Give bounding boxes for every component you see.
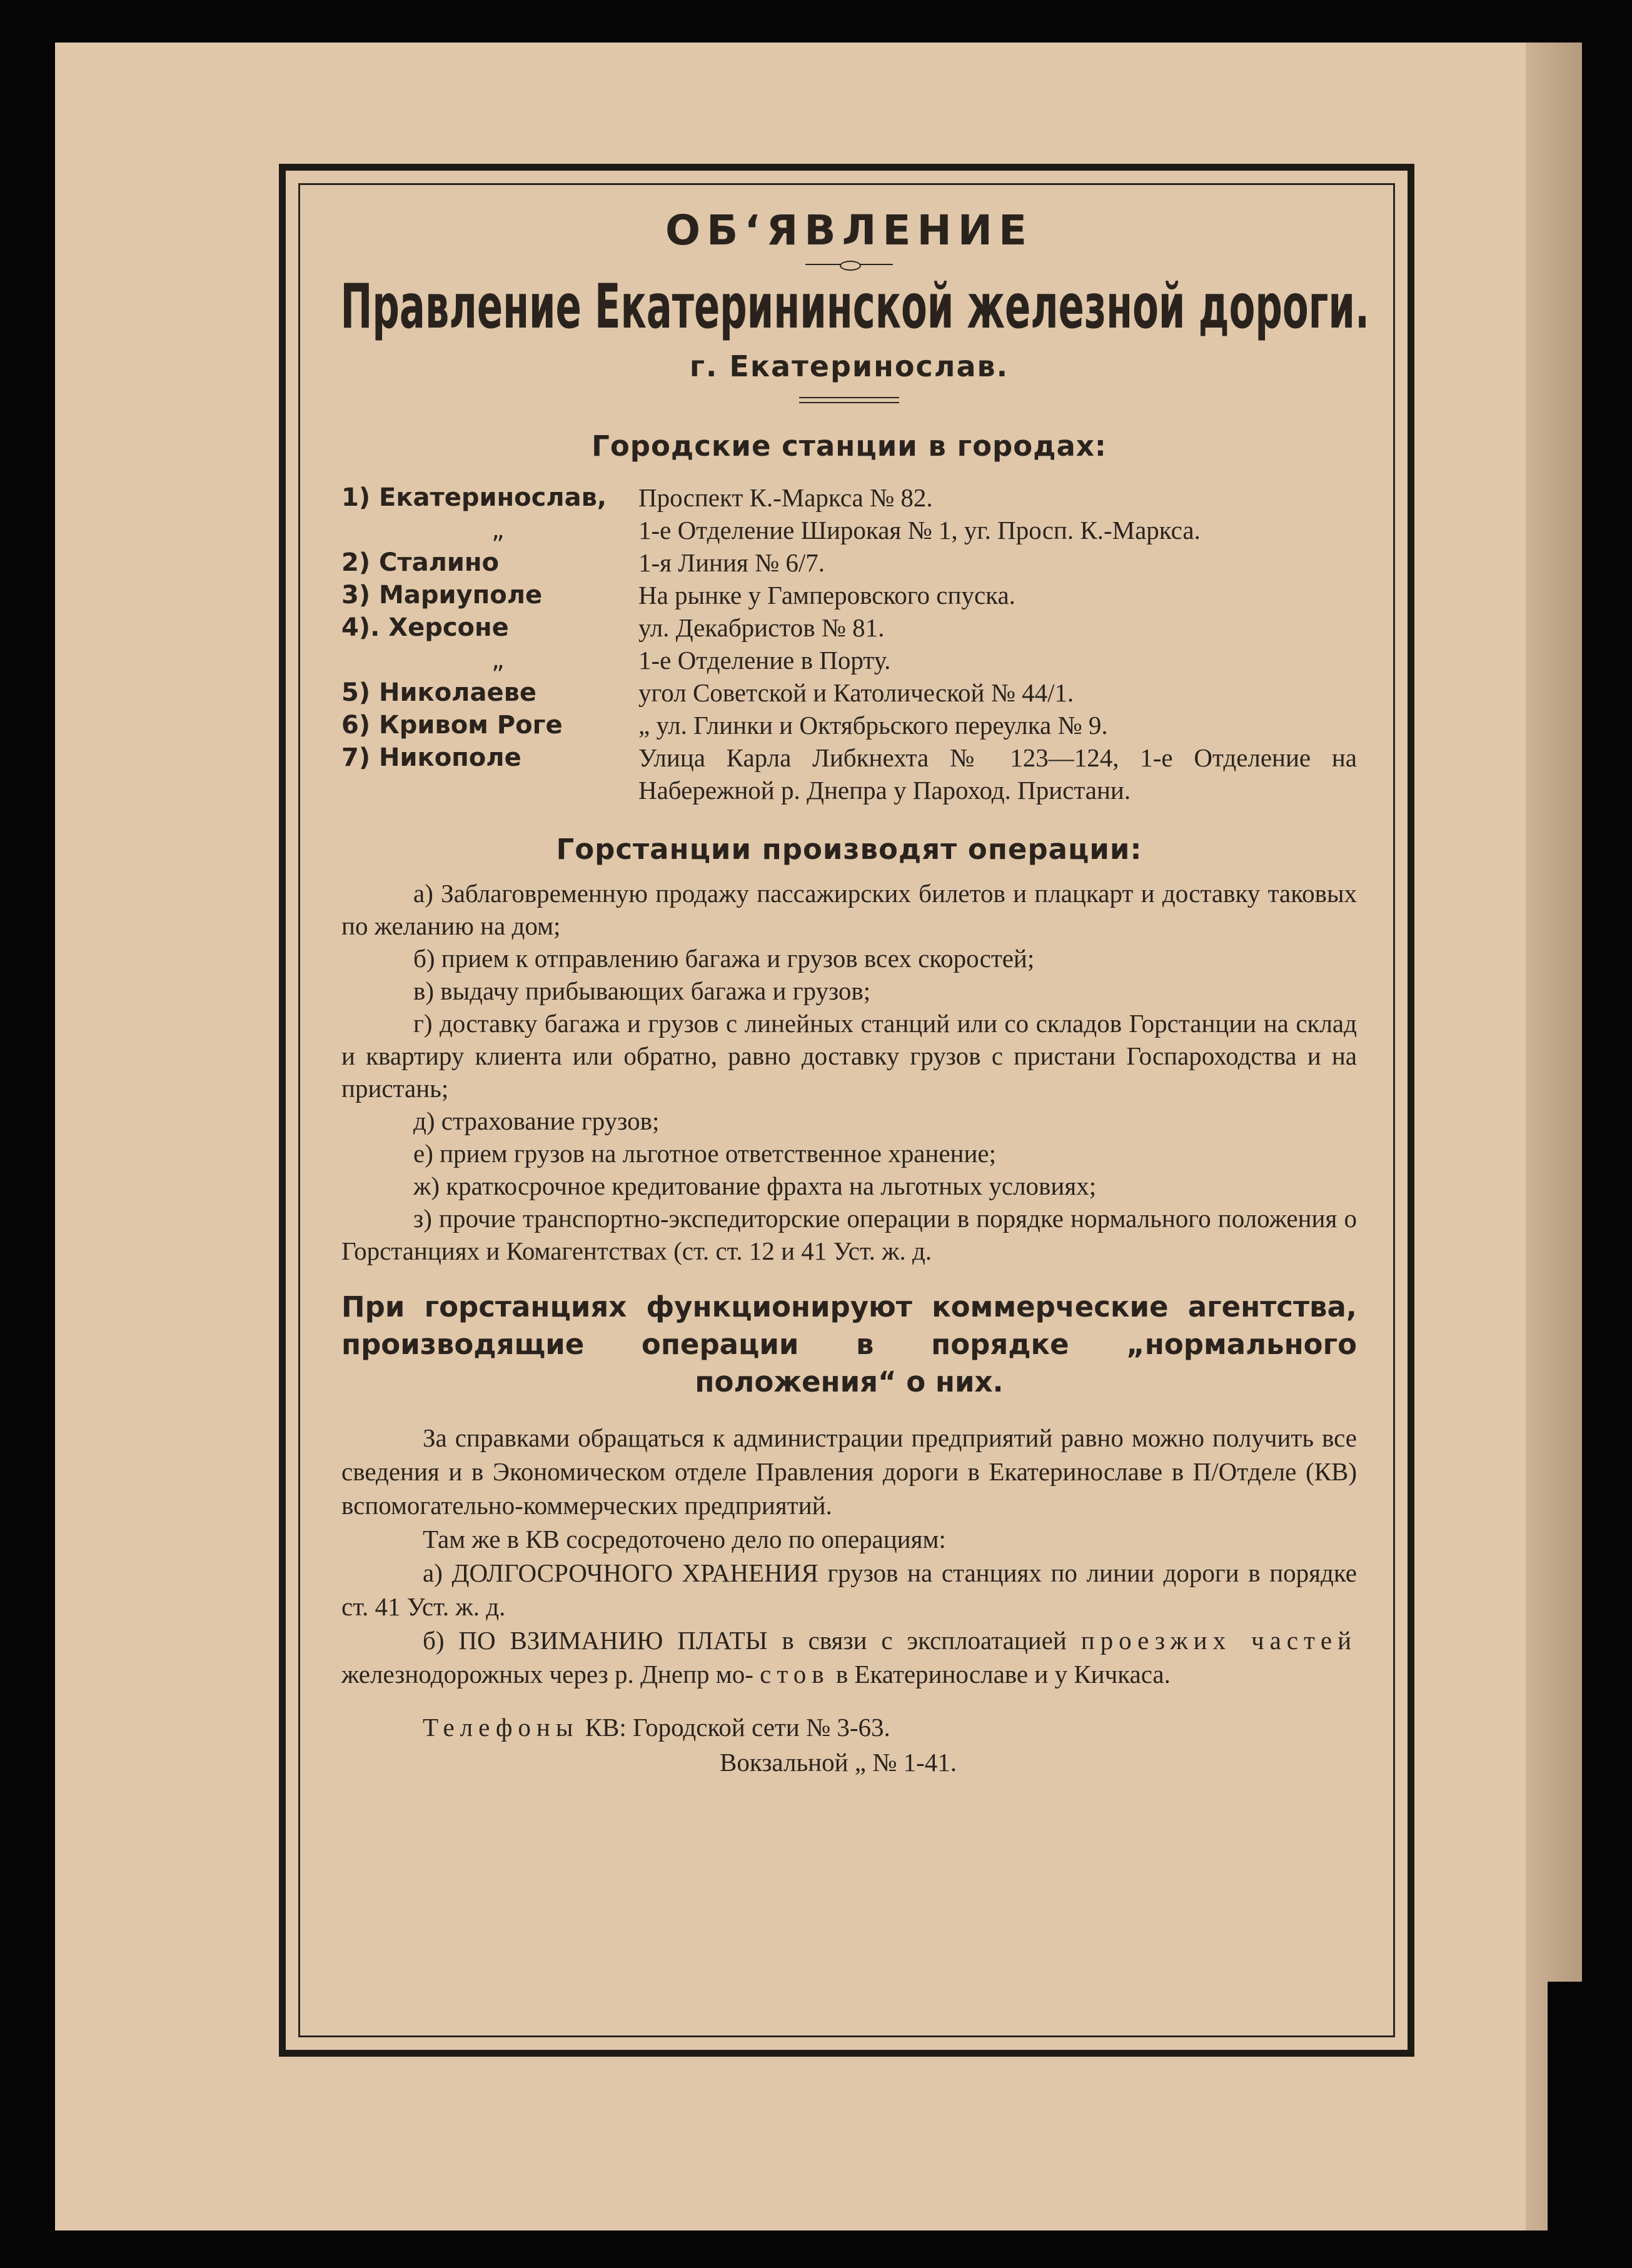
station-city: 5) Николаеве	[341, 678, 537, 707]
operation-item: е) прием грузов на льготное ответственное хранение;	[413, 1138, 997, 1168]
station-address: 1-я Линия № 6/7.	[638, 548, 825, 577]
spaced-text: стов	[760, 1659, 830, 1688]
station-city: 6) Кривом Роге	[341, 710, 563, 740]
station-city: 1) Екатеринослав,	[341, 483, 607, 512]
operation-item: в) выдачу прибывающих багажа и грузов;	[413, 976, 871, 1005]
phones-label: Телефоны	[423, 1712, 579, 1742]
station-city: 7) Никополе	[341, 743, 521, 772]
operation-item: д) страхование грузов;	[413, 1106, 660, 1135]
station-city: 2) Сталино	[341, 548, 500, 577]
station-city: „	[491, 645, 505, 675]
operation-item: з) прочие транспортно-экспедиторские операции в порядке нормального положения о Горстанциях и Комагентствах (ст. ст. 12 и 41 Уст. ж. д.	[341, 1203, 1357, 1265]
station-address: „ ул. Глинки и Октябрьского переулка № 9.	[638, 710, 1108, 740]
phone-city: КВ: Городской сети № 3-63.	[585, 1712, 890, 1742]
station-address: ул. Декабристов № 81.	[638, 613, 885, 642]
info-text: б) ПО ВЗИМАНИЮ ПЛАТЫ в связи с эксплоатацией	[423, 1625, 1067, 1655]
ornament-divider	[805, 260, 893, 269]
page-edge	[1526, 43, 1582, 2230]
station-address: Улица Карла Либкнехта № 123—124, 1-е Отделение на Набережной р. Днепра у Пароход. Пристани.	[638, 743, 1357, 805]
station-row	[341, 741, 1357, 806]
notice-content	[340, 188, 1370, 1780]
operation-item: ж) краткосрочное кредитование фрахта на льготных условиях;	[413, 1171, 1097, 1200]
phones-block	[341, 1710, 1357, 1780]
operation-item: б) прием к отправлению багажа и грузов всех скоростей;	[413, 943, 1035, 973]
operation-item: г) доставку багажа и грузов с линейных станций или со складов Горстанции на склад и квартиру клиента или обратно, равно доставку грузов с пристани Госпароходства и на пристань;	[341, 1008, 1357, 1103]
divider-rule	[799, 397, 899, 403]
station-row	[341, 514, 1357, 546]
info-text: в Екатеринославе и у Кичкаса.	[835, 1659, 1171, 1688]
station-city: 4). Херсоне	[341, 613, 509, 642]
notice-title: ОБ‘ЯВЛЕНИЕ	[665, 206, 1034, 254]
operations-title: Горстанции производят операции:	[556, 832, 1142, 866]
station-address: 1-е Отделение Широкая № 1, уг. Просп. К.-Маркса.	[638, 515, 1201, 544]
station-address: Проспект К.-Маркса № 82.	[638, 483, 933, 512]
operations-list	[341, 877, 1357, 1267]
station-city: 3) Мариуполе	[341, 580, 543, 610]
station-row	[341, 611, 1357, 644]
spaced-text: проезжих частей	[1080, 1625, 1357, 1655]
phone-line-1	[341, 1710, 1357, 1745]
station-address: На рынке у Гамперовского спуска.	[638, 580, 1015, 610]
station-row	[341, 676, 1357, 709]
station-address: угол Советской и Католической № 44/1.	[638, 678, 1074, 707]
station-row	[341, 644, 1357, 676]
stations-list	[341, 481, 1357, 806]
organization-name: Правление Екатерининской железной дороги.	[340, 271, 1370, 343]
stations-title: Городские станции в городах:	[592, 429, 1107, 463]
station-row	[341, 546, 1357, 579]
station-row	[341, 709, 1357, 741]
station-address: 1-е Отделение в Порту.	[638, 645, 891, 675]
station-row	[341, 481, 1357, 514]
info-paragraph: За справками обращаться к администрации предприятий равно можно получить все сведения и в Экономическом отделе Правления дороги в Екатеринославе в П/Отделе (КВ) вспомогательно-коммерческих предприятий.	[341, 1423, 1357, 1520]
info-paragraph: Там же в КВ сосредоточено дело по операциям:	[423, 1524, 946, 1553]
city-line: г. Екатеринослав.	[689, 349, 1009, 383]
phone-line-2: Вокзальной „ № 1-41.	[720, 1747, 957, 1777]
station-city: „	[491, 515, 505, 544]
operation-item: а) Заблаговременную продажу пассажирских билетов и плацкарт и доставку таковых по желанию на дом;	[341, 878, 1357, 940]
info-paragraph: а) ДОЛГОСРОЧНОГО ХРАНЕНИЯ грузов на станциях по линии дороги в порядке ст. 41 Уст. ж. д.	[341, 1558, 1357, 1621]
info-section	[341, 1421, 1357, 1691]
info-paragraph	[341, 1623, 1357, 1691]
info-text: железнодорожных через р. Днепр мо-	[341, 1659, 753, 1688]
station-row	[341, 579, 1357, 611]
agencies-notice: При горстанциях функционируют коммерческие агентства, производящие операции в порядке „нормального положения“ о них.	[341, 1290, 1357, 1398]
scan-edge	[1548, 1982, 1632, 2232]
